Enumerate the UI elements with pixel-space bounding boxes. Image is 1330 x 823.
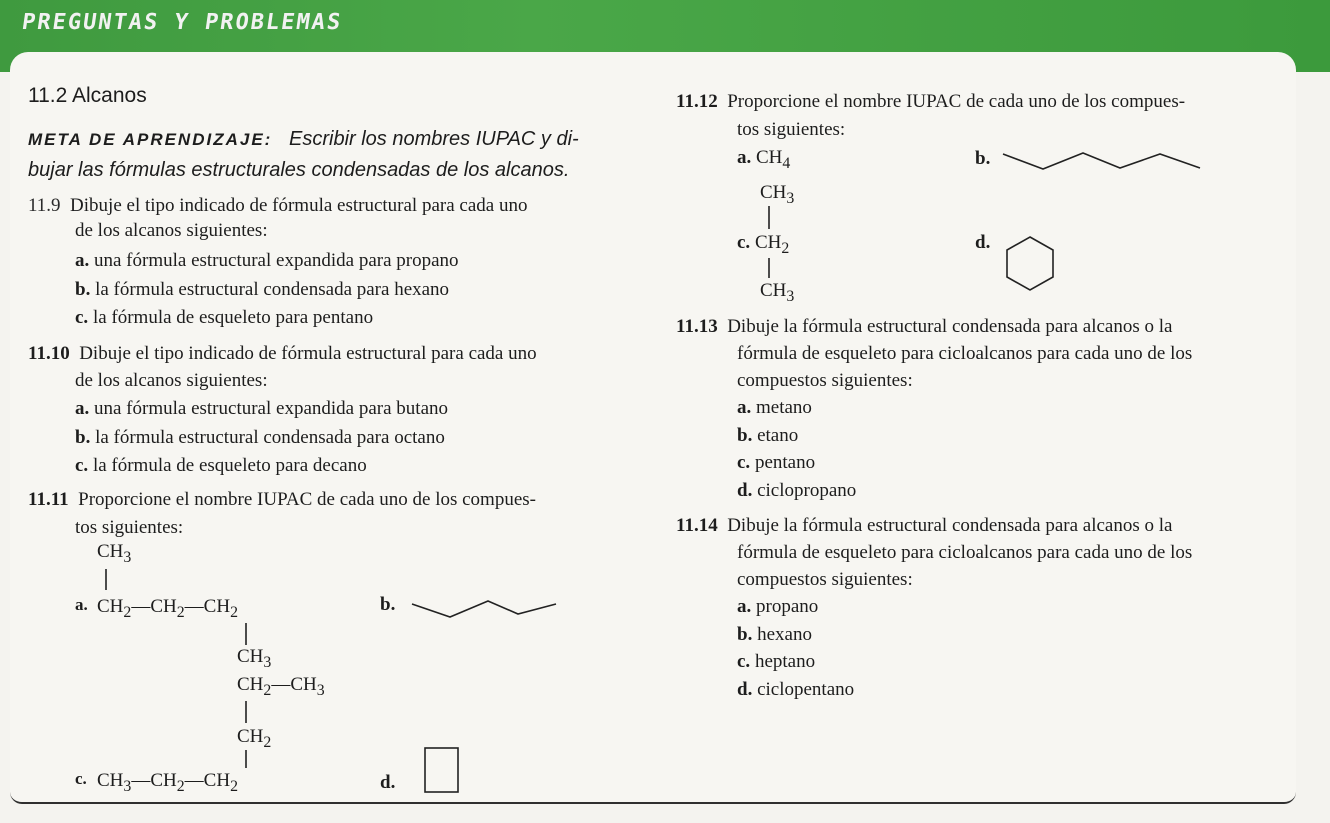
item-label: d.	[975, 232, 991, 253]
list-item: d. ciclopropano	[737, 480, 857, 501]
question-number: 11.13	[676, 316, 718, 337]
list-item: a. propano	[737, 596, 819, 617]
question-number: 11.10	[28, 343, 70, 364]
learning-goal	[28, 124, 579, 185]
list-item: b. la fórmula estructural condensada para hexano	[75, 279, 450, 300]
question-text: Proporcione el nombre IUPAC de cada uno de los compues-	[78, 489, 536, 510]
question-text: Dibuje la fórmula estructural condensada para alcanos o la	[727, 515, 1173, 536]
list-item: c. la fórmula de esqueleto para pentano	[75, 307, 374, 328]
question-text-cont: tos siguientes:	[75, 517, 184, 538]
formula-ch3: $CH_3$	[97, 541, 132, 566]
list-item: a. metano	[737, 397, 812, 418]
question-number: 11.9	[28, 195, 61, 216]
question-text-cont: compuestos siguientes:	[737, 370, 913, 391]
question-11-13	[676, 316, 1172, 338]
question-11-9	[28, 195, 527, 217]
formula-ch3: $CH_3$	[237, 646, 272, 671]
question-text: Dibuje el tipo indicado de fórmula estructural para cada uno	[70, 195, 528, 216]
list-item: c. $CH_2$	[737, 232, 790, 257]
question-number: 11.11	[28, 489, 69, 510]
header-title: PREGUNTAS Y PROBLEMAS	[20, 10, 344, 35]
section-title: 11.2 Alcanos	[28, 84, 147, 107]
question-text: Dibuje el tipo indicado de fórmula estructural para cada uno	[79, 343, 537, 364]
list-item: b. la fórmula estructural condensada para octano	[75, 427, 445, 448]
question-number: 11.12	[676, 91, 718, 112]
formula-chain-c: $CH_3—CH_2—CH_2$	[97, 770, 238, 795]
formula-ch2: $CH_2$	[237, 726, 272, 751]
question-text-cont: fórmula de esqueleto para cicloalcanos para cada uno de los	[737, 542, 1193, 563]
list-item: c. la fórmula de esqueleto para decano	[75, 455, 367, 476]
list-item: c. heptano	[737, 651, 816, 672]
learning-goal-line1: Escribir los nombres IUPAC y di-	[289, 128, 579, 150]
item-label: a.	[75, 595, 88, 614]
question-text-cont: fórmula de esqueleto para cicloalcanos para cada uno de los	[737, 343, 1193, 364]
list-item: d. ciclopentano	[737, 679, 855, 700]
learning-goal-line2: bujar las fórmulas estructurales condensadas de los alcanos.	[28, 159, 570, 181]
formula-ch3: $CH_3$	[760, 280, 795, 305]
item-label: d.	[380, 772, 396, 793]
question-11-11	[28, 489, 536, 511]
formula-ch2-ch3: $CH_2—CH_3$	[237, 674, 325, 699]
list-item: c. pentano	[737, 452, 816, 473]
item-label: c.	[75, 769, 87, 788]
question-text-cont: tos siguientes:	[737, 119, 846, 140]
list-item: a. una fórmula estructural expandida para butano	[75, 398, 448, 419]
question-11-10	[28, 343, 537, 365]
question-text: Dibuje la fórmula estructural condensada para alcanos o la	[727, 316, 1173, 337]
item-label: b.	[380, 594, 396, 615]
question-text-cont: de los alcanos siguientes:	[75, 220, 268, 241]
list-item: b. hexano	[737, 624, 812, 645]
formula-ch3: $CH_3$	[760, 182, 795, 207]
list-item: b. etano	[737, 425, 799, 446]
question-11-14	[676, 515, 1172, 537]
question-text-cont: compuestos siguientes:	[737, 569, 913, 590]
question-text: Proporcione el nombre IUPAC de cada uno de los compues-	[727, 91, 1186, 112]
item-label: b.	[975, 148, 991, 169]
list-item: a. $CH_4$	[737, 147, 791, 172]
question-text-cont: de los alcanos siguientes:	[75, 370, 268, 391]
learning-goal-label: META DE APRENDIZAJE:	[28, 130, 273, 149]
formula-chain-a: $CH_2—CH_2—CH_2$	[97, 596, 238, 621]
list-item: a. una fórmula estructural expandida para propano	[75, 250, 459, 271]
question-11-12	[676, 91, 1185, 113]
question-number: 11.14	[676, 515, 718, 536]
